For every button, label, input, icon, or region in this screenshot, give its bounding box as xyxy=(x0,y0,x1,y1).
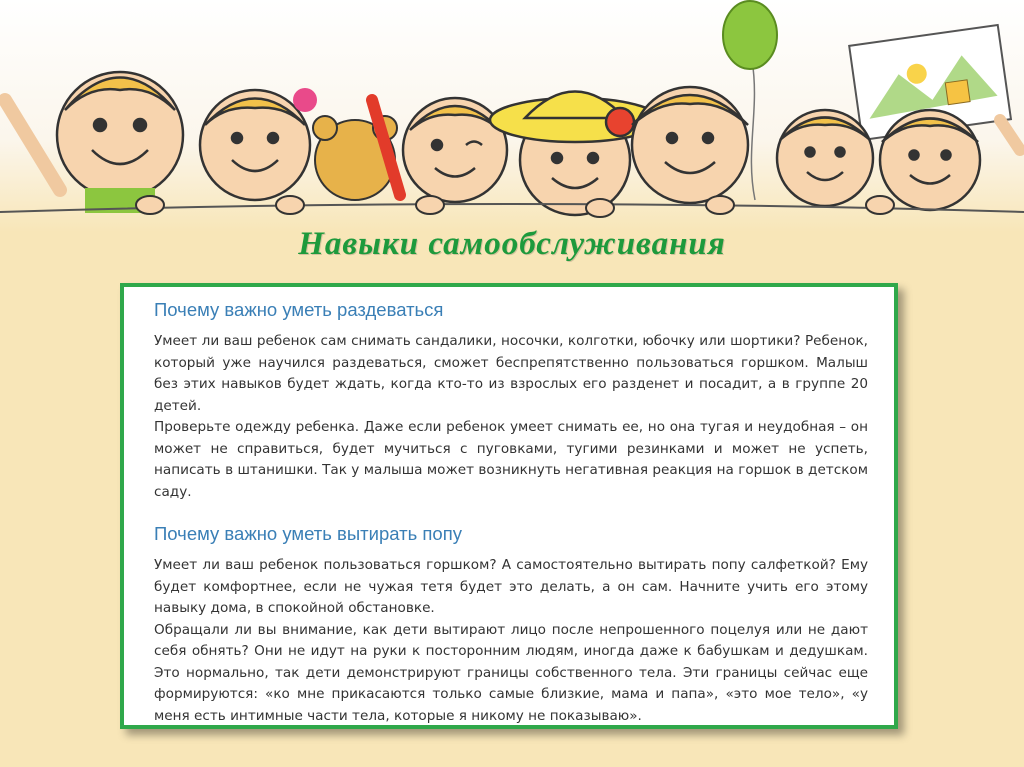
paragraph: Умеет ли ваш ребенок пользоваться горшком? А самостоятельно вытирать попу салфеткой? Ему будет комфортнее, если не чужая тетя будет это делать, а он сам. Начните учить его этому навыку дома, в спокойной обстановке. xyxy=(154,557,868,616)
children-banner xyxy=(0,0,1024,232)
page-title: Навыки самообслуживания xyxy=(298,226,726,262)
paragraph: Обращали ли вы внимание, как дети вытирают лицо после непрошенного поцелуя или не дают себя обнять? Они не идут на руки к посторонним людям, иногда даже к бабушкам и дедушкам. Это нормально, так дети демонстрируют границы собственного тела. Эти границы сейчас еще формируются: «ко мне прикасаются только самые близкие, мама и папа», «это мое тело», «у меня есть интимные части тела, которые я никому не показываю». xyxy=(154,621,868,724)
section-heading-wiping: Почему важно уметь вытирать попу xyxy=(154,523,462,544)
section-heading-undressing: Почему важно уметь раздеваться xyxy=(154,299,444,320)
text-panel xyxy=(120,283,898,729)
cartoon-children-illustration xyxy=(0,0,1024,232)
paragraph: Проверьте одежду ребенка. Даже если ребенок умеет снимать ее, но она тугая и неудобная – он может не справиться, будет мучиться с пуговками, тугими резинками и может не успеть, написать в штанишки. Так у малыша может возникнуть негативная реакция на горшок в детском саду. xyxy=(154,419,868,500)
paragraph: Умеет ли ваш ребенок сам снимать сандалики, носочки, колготки, юбочку или шортики? Ребенок, который уже научился раздеваться, сможет беспрепятственно пользоваться горшком. Малыш без этих навыков будет ждать, когда кто-то из взрослых его разденет и посадит, а в группе 20 детей. xyxy=(154,333,868,414)
